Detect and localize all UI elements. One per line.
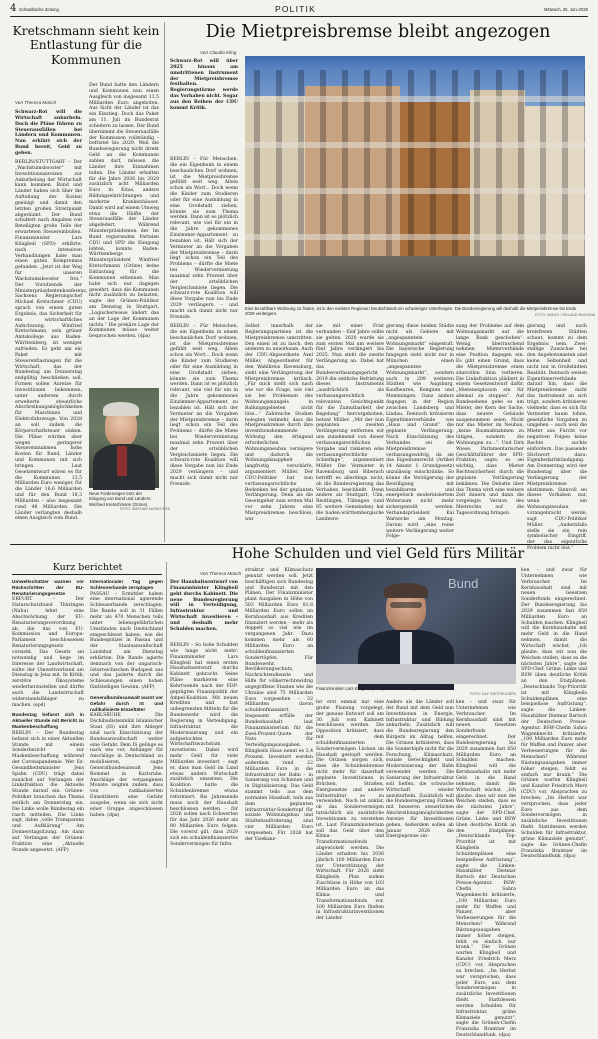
left-lead: Schwarz-Rot will die Wirtschaft ankurbeln. Doch die Pläne führen zu Steuerausfällen bei Ländern und Kommunen. Nun erklärt sich der Bund bereit, Geld zu geben. bbox=[15, 110, 82, 156]
bottom-col5: ken – und zwar für Unternehmen wie Verbraucher. Im Kernhaushalt sind mit neuen Gesetzen Sonderfonds eingerechnet. Der Bundesregierung bis 2029 zusammen fast 850 Milliarden Euro an Schulden machen. Klingbeil will die Kernhaushalte mit mehr Geld in die Hand nehmen, damit die Wirtschaft wächst. „Ich glaube, dass wir nun die Weichen stellen, dass es die nächsten Jahre“, sagte der SPD-Chef. Grüne, Linke und BSW üben deutliche Kritik an den Etatplänen. „Deutschlands Top-Priorität ist mit Klingbeils Schuldenplänen eine beispiellose Aufrüstung“, sagte die Linken-Haushälter Dietmar Bartsch der Deutschen Presse-Agentur. BSW-Chefin Sahra Wagenknecht kritisierte, „100 Milliarden Euro mehr für Waffen und Panzer, aber Verbesserungen für die Menschen? Während Rüstungsausgaben immer höher steigen, fehlt es einfach nur krank.“ Die Grünen warfen Klingbeil und Kanzler Friedrich Merz (CDU) vor, Absprachen zu brechen. „Im Herbst war versprochen, dass jeder Euro aus dem Sondervermögen in zusätzliche Investitionen fließt. Stattdessen werden Schulden für Infrastruktur, grüne Klimaziele genutzt“, sagte die Grünen-Chefin Franziska Brantner im Deutschlandfunk. (dpa) bbox=[521, 568, 587, 860]
left-body-col1: BERLIN/STUTTGART – Der „Wachstumsbooster“ mit Investitionsanreizen zur Ankurbelung der Wirtschaft kann kommen. Bund und Länder haben sich über die Aufteilung der Kosten geeinigt und damit den letzten großen Streitpunkt abgeräumt. Der Bund schultert nach Angaben von Beteiligten große Teile der erwarteten Steuereinbußen. Finanzminister Lars Klingbeil (SPD) erklärte, nach intensiven Verhandlungen habe man einen guten Kompromiss gefunden. „Jetzt ist der Weg für unseren Wachstumsbooster frei.“ Der Vorsitzende der Ministerpräsidentenkonferenz, Sachsens Regierungschef Michael Kretschmer (CDU) sprach von einem guten Ergebnis, das Sicherheit für ein wirtschaftliches Aufschwung. Winfried Kretschmann, sein grüner Amtskollege aus Baden-Württemberg, ist weniger zufrieden. Es geht um ein Paket mit Steuerentlastungen für die Wirtschaft, das der Bundestag am Donnerstag endgültig beschließen soll. Firmen sollen Anreize für Investitionen bekommen, unter anderem durch erweiterte steuerliche Abschreibungsmöglichkeiten für Maschinen und Elektrofahrzeuge. Von 2028 an soll zudem die Körperschaftsteuer sinken. Die Pläne würden aber wegen geringerer Steuereinnahmen hohe Kosten für Bund, Länder und Kommunen mit sich bringen. Laut Gesetzentwurf wären es für die Kommunen 13,5 Milliarden Euro weniger, für die Länder 16,6 Milliarden und für den Bund 18,3 Milliarden – also insgesamt rund 48 Milliarden. Die Länder verlangten deshalb einen Ausgleich vom Bund. bbox=[15, 160, 88, 522]
mid-col1b: BERLIN – Für Menschen, die ein Eigenheim in einem beschaulichen Dorf wohnen, ist die Mietpreisbremse gefühlt weit weg. Allein schon als Wort... Doch wenn die Kinder zum Studieren oder für eine Ausbildung in eine Großstadt ziehen, könnte sie zum Thema werden. Dann ist es plötzlich relevant, wie viel für ein in die Jahre gekommenes Einzimmer-Appartement zu bezahlen ist. Hält sich der Vermieter an die Vorgaben der Mietpreisbremse – darin liegt schon ein Teil des Problems – dürfte die Miete bei Wiedervermietung maximal zehn Prozent über der ortsüblichen Vergleichsmiete liegen. Die schwarz-rote Koalition will diese Vorgabe nun bis Ende 2029 verlängern – und macht sich damit nicht nur Freunde. bbox=[170, 324, 238, 487]
house-photo-caption: Eine bezahlbare Wohnung zu finden, ist in den meisten Regionen Deutschlands ein schwieriges Unterfangen. Die Bundesregierung will deshalb die Mietpreisbremse bis Ende 2029 verlängern. bbox=[245, 306, 577, 317]
kurz-item-title: Generalbundesanwalt warnt vor Gefahr durch IS und radikalisierte Einzeltäter bbox=[90, 695, 163, 713]
mid-col1: BERLIN – Für Menschen, die ein Eigenheim in einem beschaulichen Dorf wohnen, ist die Mietpreisbremse gefühlt weit weg. Allein schon als Wort... Doch wenn die Kinder zum Studieren oder für eine Ausbildung in eine Großstadt ziehen, könnte sie zum Thema werden. Dann ist es plötzlich relevant, wie viel für ein in die Jahre gekommenes Einzimmer-Appartement zu bezahlen ist. Hält sich der Vermieter an die Vorgaben der Mietpreisbremse – darin liegt schon ein Teil des Problems – dürfte die Miete bei Wiedervermietung maximal zehn Prozent über der ortsüblichen Vergleichsmiete liegen. Die schwarz-rote Koalition will diese Vorgabe nun bis Ende 2029 verlängern – und macht sich damit nicht nur Freunde. bbox=[170, 157, 238, 320]
mid-bottom-rule bbox=[10, 544, 588, 545]
kretschmann-photo-credit: FOTO: MARIJAN MURAT/DPA bbox=[120, 507, 170, 511]
bottom-col3: ler erst einmal nur eine grobe Planung vorgelegt, der genaue Entwurf soll am 30. Juli vom Kabinett beschlossen werden. Die Opposition kritisiert, dass mit dem schuldenfinanzierten Sondervermögen Lücken im Haushalt gestopft werden. Die Grünen sorgen sich, dass die Schuldenbremse nicht mehr für dauerhaft geplante Investitionen in Brücken, Straßen, Energienetze und andere Infrastruktur so zu verwenden. Noch ist unklar, ob das Sondervermögen tatsächlich als zusätzliche Investitionen zu verstehen ist. Laut Finanzministerium soll das Geld über den Klima- und Transformationsfonds abgewickelt werden. Die Länder erhalten bis 2036 jährlich 100 Milliarden Euro zur Unterstützung der Wirtschaft. Für 2026 sieht Klingbeils Plan zudem Zuschüsse in Höhe von 103 Milliarden Euro an das Klima- und Transformationsfonds vor. 100 Milliarden Euro fließen in Infrastrukturinvestitionen der Länder. bbox=[316, 700, 384, 922]
mid-col4: gierung diese beiden Städte nicht als Gebiete mit „angespanntem Wohnungsmarkt“ eingestuft. Die bayerische Regierung hingegen sieht nicht nur in München einen „angespannten Wohnungsmarkt“, sondern auch in 208 weiteren Städten wie Augsburg, Kaufbeuren, Kempten und Memmingen. Ganz anders dagegen in der Region zwischen Landsberg und Lindau. Dennoch kritisieren Eigentümerverbände wie „Haus und Grund“ die geplante Verlängerung. Nach Einschätzung des Verbandes sei die Mietpreisbremse verfassungswidrig, da sie das Eigentumsrecht (Artikel 14 Absatz 1 Grundgesetz) unzulässig einschränke. So könne die Verzögerung der Bewilligung mit bezahlbarem und energetisch modernisiertem Wohnraum nicht mehr sichergestellt werden. Verbandspräsident Kai Warnecke am Montag. Darum wird „eine reine weitere Verlängerung weiter Folge- bbox=[386, 324, 454, 540]
kurz-rule bbox=[12, 574, 162, 575]
bottom-byline: Von Theresa Münch bbox=[200, 571, 242, 576]
house-photo-credit: FOTO: IMAGO / ROLAND MAGUNIA bbox=[535, 313, 596, 317]
bottom-col4b: ken – und zwar für Unternehmen wie Verbraucher. Im Kernhaushalt sind mit neuen Gesetzen Sonderfonds eingerechnet. Der Bundesregierung bis 2029 zusammen fast 850 Milliarden Euro an Schulden machen. Klingbeil will die Kernhaushalte mit mehr Geld in die Hand nehmen, damit die Wirtschaft wächst. „Ich glaube, dass wir nun die Weichen stellen, dass es die nächsten Jahre“, sagte der SPD-Chef. Grüne, Linke und BSW üben deutliche Kritik an den Etatplänen. „Deutschlands Top-Priorität ist mit Klingbeils Schuldenplänen eine beispiellose Aufrüstung“, sagte die Linken-Haushälter Dietmar Bartsch der Deutschen Presse-Agentur. BSW-Chefin Sahra Wagenknecht kritisierte, „100 Milliarden Euro mehr für Waffen und Panzer, aber Verbesserungen für die Menschen? Während Rüstungsausgaben immer höher steigen, fehlt es einfach nur krank.“ Die Grünen warfen Klingbeil und Kanzler Friedrich Merz (CDU) vor, Absprachen zu brechen. „Im Herbst war versprochen, dass jeder Euro aus dem Sondervermögen in zusätzliche Investitionen fließt. Stattdessen werden Schulden für Infrastruktur, grüne Klimaziele genutzt“, sagte die Grünen-Chefin Franziska Brantner im Deutschlandfunk. (dpa) bbox=[456, 700, 516, 1039]
bottom-col1: BERLIN – So hohe Schulden wie lange nicht mehr: Finanzminister Lars Klingbeil hat einen ersten Haushaltsentwurf durchs Kabinett gebracht. Seine Pläne markieren eine Kehrtwende nach der FDP-geprägten Finanzpolitik der Ampel-Koalition. Mit neuen Krediten und fast unbegrenzten Mitteln für die Bundeswehr wird die Regierung in Verteidigung, Infrastruktur, die Modernisierung und ein aufgestocktes Wirtschaftswachstum investieren. Dabei wird mehr Geld für viele Milliarden investiert – sagt er, dass man Geld im Land etwas anders Wirtschaft zusätzlich umsetzen. Die Koalition hatte die Schuldenbremse etwas reformiert. Bis Jahresende muss noch der Haushalt beschlossen werden – für 2026 sollen nach Eckwerten für das Jahr 2026 mehr als 80 Milliarden Euro folgen. Die vorerst gilt, dass 2029 sich ein schuldenfinanziertes Sondervermögen für Infra- bbox=[170, 643, 238, 847]
klingbeil-photo bbox=[316, 568, 516, 684]
left-body-col2-text: Der Bund hatte den Ländern und Kommunen nun einen Ausgleich von insgesamt 13,5 Milliarden Euro angeboten. Aus Sicht der Länder ist das ein Einstieg. Doch das Paket am 11. Juli im Bundesrat scheitern zu lassen. Der Bund übernimmt die Steuerausfälle der Kommunen vollständig – befristet bis 2029. Weil die Bundesregierung nicht direkt Geld an die Kommunen zahlen darf, müssen die Länder ihre Einnahmen teilen. Die Länder erhalten für die Jahre 2026 bis 2029 zusätzlich acht Milliarden Euro in Kitas, andere Bildungseinrichtungen und moderne Krankenhäuser. Damit wird auf einem Umweg etwa die Hälfte der Steuerausfälle der Länder abgefedert. Während Ministerpräsidenten der Im Bund regierenden Parteien CDU und SPD die Einigung lobten, konnte Baden-Württembergs Ministerpräsident Winfried Kretschmann (Grüne) keine Entlastung für die Kommunen erkennen. Man habe sich nur dagegen gewehrt, dass die Kommunen nicht zusätzlich zu belasten, sagte der Grünen-Politiker am Dienstag in Stuttgart. „Logischerweise ändert das an der Lage der Kommunen nichts.“ Die prekäre Lage der Kommunen müsse weiter besprochen werden. (dpa) bbox=[89, 83, 159, 340]
mid-headline: Die Mietpreisbremse bleibt angezogen bbox=[205, 22, 551, 42]
left-byline: Von Theresa Münch bbox=[15, 100, 57, 105]
kurz-item-title: Umweltschützer warnen vor Rückschritten der EU-Renaturierungsgesetze bbox=[12, 580, 84, 597]
divider-left bbox=[164, 22, 165, 542]
mid-col2: Selbst innerhalb der Regierungsparteien ist die Mietpreisbremse umstritten. Den einen ist zu lasch, den anderen zu unwirksam. Auch der CDU-Abgeordnete Axel Müller, Abgeordneter für den Wahlkreis Ravensburg, sieht eine Verlängerung der Mietpreisbremse kritisch. „Für mich stellt sich nach wie vor die Frage, wie viel sie bei Problemen des Wohnungsmangels in Ballungsgebieten nicht löse...“ Zahlreiche Studien belegten vielmehr, dass die Mietpreisbremse durch ihre investitionshemmende Wirkung den dringend erforderlichen Wohnungsneubau verzögere und dadurch die Wohnungsknappheit langfristig verschärfe, argumentiert Müller. Der CDU-Politiker hat nun verfassungsrechtliche Bedenken bei der geplanten Verlängerung. Denn als die Gesetzgeber zum ersten Mal vor zehn Jahren eine Mietpreisbremse beschloss, war bbox=[245, 324, 314, 522]
page-header bbox=[10, 3, 588, 17]
bottom-lead: Der Haushaltsentwurf von Finanzminister Klingbeil geht durchs Kabinett. Die neue Bundesregierung will in Verteidigung, Infrastruktur und Wirtschaft investieren – und deshalb mehr Schulden machen. bbox=[170, 580, 238, 632]
klingbeil-photo-caption: Finanzminister Lars Klingbeil (SPD) stellt seine Etatpläne in Berlin vor. bbox=[316, 686, 450, 691]
house-photo bbox=[245, 56, 585, 304]
mid-lead: Schwarz-Rot will über 2025 hinaus am umstrittenen Instrument der Mietpreisbremse festhalten. Regierungstürme werde das Vorhaben nicht. Sogar aus den Reihen der CDU kommt Kritik. bbox=[170, 59, 238, 111]
issue-date: Mittwoch, 25. Juni 2025 bbox=[544, 7, 588, 12]
bottom-col2: struktur und Klimaschutz genutzt werden soll. Jetzt beschäftigen sich Bundestag und Bundesrat mit den Plänen. Der Finanzminister plant Ausgaben in Höhe von 503 Milliarden Euro 81,8 Milliarden Euro sollen im Kernhaushalt aus Krediten finanziert werden – mehr als doppelt so viel wie im vergangenen Jahr. Dazu kommen mehr als 60 Milliarden Euro an schuldenfinanzierten Sondertöpfen. Für Bundeswehr, Bevölkerungsschutz, Nachrichtendienste und Hilfe für völkerrechtswidrig angegriffene Staaten wie die Ukraine sind 75 Milliarden Euro vorgesehen – 32 Milliarden davon schuldenfinanziert. Insgesamt erfülle der Bundeshaushalt laut Finanzministerium für die Zwei-Prozent-Quote der Nato für Verteidigungsausgaben. Klingbeils Haus nennt es 2,4 Prozent. Investiert werden außerdem rund 22 Milliarden Euro in die Infrastruktur der Bahn – in Sanierung von Schienen und in Digitalisierung. Das Geld stammt teils aus dem normalen Haushalt, teils aus dem geplanten Infrastruktur-Sondertopf für soziale Wohnungsbau und Städtebauförderung sind vier Milliarden Euro vorgesehen. Für 2026 hat der Vizekanz- bbox=[245, 568, 313, 842]
klingbeil-photo-credit: FOTO: KAY NIETFELD/DPA bbox=[470, 692, 516, 696]
header-rule bbox=[10, 16, 588, 17]
page-number: 4 bbox=[10, 3, 17, 14]
paper-name: Schwäbische Zeitung bbox=[19, 7, 59, 12]
divider-bottom bbox=[166, 562, 167, 868]
kurz-item-text: KARLSRUHE – Die Dschihadistenmiliz Islamischer Staat (IS) und ihre Ableger sind nach Einschätzung der Bundesanwaltschaft weiter eine Gefahr. Dem IS gelinge es nach wie vor, Anhänger für Anschläge in Deutschland zu mobilisieren, sagte Generalbundesanwalt Jens Rommel in Karlsruhe. Anschläge der vergangenen Monate zeigten zudem, dass von radikalisierten Einzeltätern eine Gefahr ausgehe, wenn sie sich nicht einer Gruppe angeschlossen haben. (dpa) bbox=[90, 713, 163, 818]
kurz-item-text: PASSAU – Ermittler haben eine international agierende Schleuserbande zerschlagen. Die Bande soll in 31 Fällen mehr als 470 Menschen teils unter lebensgefährlichen Umständen nach Deutschland eingeschleust haben, wie die Bundespolizei in Passau und der Staatsanwaltschaft Landshut am Dienstag erklärten. Die Bande agierte demnach von der ungarisch-österreichischen Budapest aus und das jaslerte durch die Schleusungen einen hohen fünfstelligen Gewinn. (AFP) bbox=[90, 591, 163, 691]
kurz-item-text: BERLIN – Der Bundestag befasst sich in einer Aktuellen Stunde mit einem Sonderbericht zur Maskenbeschaffung während der Coronapandemie. Wer Ex-Gesundheitsminister Jens Spahn (CDU) trägt dabei zunächst auf Verlangen der Linksfraktion die Aktuelle Stunde darauf ein. Grünen-Politiker brauchen das Thema zeitlich am Donnerstag ein. Die Linke wolle Bundestag ein rasch mitteilen. Die Linke sagt, dabei „volle Transparenz und Aufklärung“ Am Donnerstagsitzung. Am dann auf Verlangen der Grünen-Fraktion eine „Aktuelle Stunde angesetzt. (AFP) bbox=[12, 730, 84, 853]
mid-byline: Von Claudia Kling bbox=[200, 50, 237, 55]
kretschmann-photo bbox=[89, 388, 159, 488]
section-title: POLITIK bbox=[275, 4, 316, 14]
kurz-col2 bbox=[90, 578, 163, 870]
bottom-headline: Hohe Schulden und viel Geld fürs Militär bbox=[231, 546, 525, 562]
kurz-item-title: Internationaler Tag gegen Schlesnerbande zersplagen bbox=[90, 580, 163, 591]
kurz-col1 bbox=[12, 578, 84, 870]
mid-col6: gierung und noch kreisfreien Städten schaut, kommt zu dem Ergebnis: nein. Zwei-stellige Zuwächse bei den Angebotsmieten sind keine Seltenheit und nicht nur in Großstädten Realität. Dennoch weisen Eigentümerverbände darauf hin, dass die Mietpreisbremse nicht das Instrument an sich trägt, sondern kritisieren vielmehr, dass es sich für Vermieter kaum lohne, gesetzliche Vorgaben zu umgehen – auch weil die Mieter aus Furcht vor negativen Folgen keine Rechte suchte einfordern. Das passende Stichwort dazu: Eigenbedarfskündigung. Am Donnerstag wird der Bundestag über die Verlängerung der Mietpreisbremse abstimmen. Sinnvoll sei dieses Vorhaben nur, wenn ein Wohnungsneubau vorangebracht werde, sagt CDU-Politiker Müller. „Andernfalls stelle sie ein rein symbolischer Eingriff, der das eigentliche Problem nicht löst.“ bbox=[527, 324, 587, 552]
klingbeil-photo-backdrop: Bund bbox=[448, 576, 479, 591]
kurz-item-text: ERFURT – Der Naturschutzbund Thüringen (Nabu) lehnt eine Abschwächung der EU-Renaturierungsverordnung ab, die das von EU-Kommission und Europa-Parlament beschlossenen Renaturierungsgesetz vorsieht. Das Gesetz sei notwendig und liege im Interesse der Landwirtschaft, sollte der Umweltverband am Dienstag in Jena mit. In Kritik, zerstöre Ökosysteme wiederherzustellen und dürfte auch die Landwirtschaft widerstandsfähiger zu machen. (epd) bbox=[12, 597, 84, 708]
left-headline: Kretschmann sieht kein Entlastung für die Kommunen bbox=[12, 24, 160, 67]
mid-col3: sie mit einer Frist verbunden – fünf Jahre sollte sie gelten. 2020 wurde sie zum ersten Mal um weitere fünf Jahre verlängert bis 2025. Nun steht die zweite Verlängerung an. Dabei hat das Bundesverfassungsgericht 2019 die zeitliche Befristung dieses Instruments „ausdrücklich als verfassungsrechtlich relevanten Gesichtspunkt für die Zumutbarkeit der Regelung“ hervorgehoben, betont Müller. „Mit der nun geplanten zweiten Verlängerung entfernen wir uns zunehmend von dieser verfassungsrechtlichen Vorgabe und riskieren eine verfassungsrechtliche Schieflage“, argumentiert Müller. Die Vermieter in Ravensburg und Biberach betrifft es allerdings nicht, ob die Bundesregierung das Vorhaben beschließt. Denn andere als Stuttgart, Ulm, Reutlingen, Tübingen (und 85 weitere Gemeinden) hat die baden-württembergische Landesre- bbox=[316, 324, 384, 522]
mid-col5: sung der Probleme auf dem Wohnungsmarkt auf die lange Bank geschoben“. Wenig überraschend nehmen Mieterverbände eine Position dagegen ein. Es gibt einen Grund, dass die Mietpreisbremse einen sinnvollen Sinn verlieren. Die Linksfraktion plädiert in einem Gesetzentwurf dafür, „Mietenexplosion ein für allemal zu stoppen“. Auf Bundesebene gehe es um Mieter, der Kern der Sache, dass neuere Gebäude ausgenommen seien. Nicht nur das Mieter im Neubau, „keine Baumaßnahmen zu tätigen, sondern die Wohnungen zu...“. Und Dirk Wiese, Parlamentarischer Geschäftsführer der SPD-Fraktion, sagte, es sei wichtig, dass Mieter Rechtssicherheit durch die geplante Verlängerung bekämen. Die Debatte über das Thema wird eine weitere Zeit dauern und dann die vorgelegte Version des Mietrechts auf die Tagesordnung bringen. bbox=[456, 324, 524, 516]
kretschmann-photo-caption: Neue Forderungen trotz der Einigung von Bund und Ländern: Winfried Kretschmann (Grüne). bbox=[89, 491, 152, 507]
kurz-item-title: Bundestag befasst sich in Aktueller Stunde mit Bericht zu Maskenbeschaffung bbox=[12, 713, 84, 731]
kurz-heading: Kurz berichtet bbox=[52, 562, 123, 573]
bottom-col4: Anders als die Länder soll der Bund mit dem Geld nun Investitionen in Energie, Infrastruktur und Bildung ankurbeln. Zusätzlich will die Bundesregierung den Bürgern im Alltag helfen. Die Grünen kritisieren, dass die Sondertöpfe nicht für die Forschung, Klimaschutz, soziale Gerechtigkeit und Modernisierung der Bahn verwendet werden. Die Sanierung der Infrastruktur soll helfen, die schwache Wirtschaft wieder anzukurbeln. Zusätzlich will die Bundesregierung Firmen mit besseren steuerlichen Abschreibungsmöglichkeiten Anreize für Investitionen geben. Außerdem sollen ab Januar 2026 die Energiepreise sin- bbox=[386, 700, 454, 840]
